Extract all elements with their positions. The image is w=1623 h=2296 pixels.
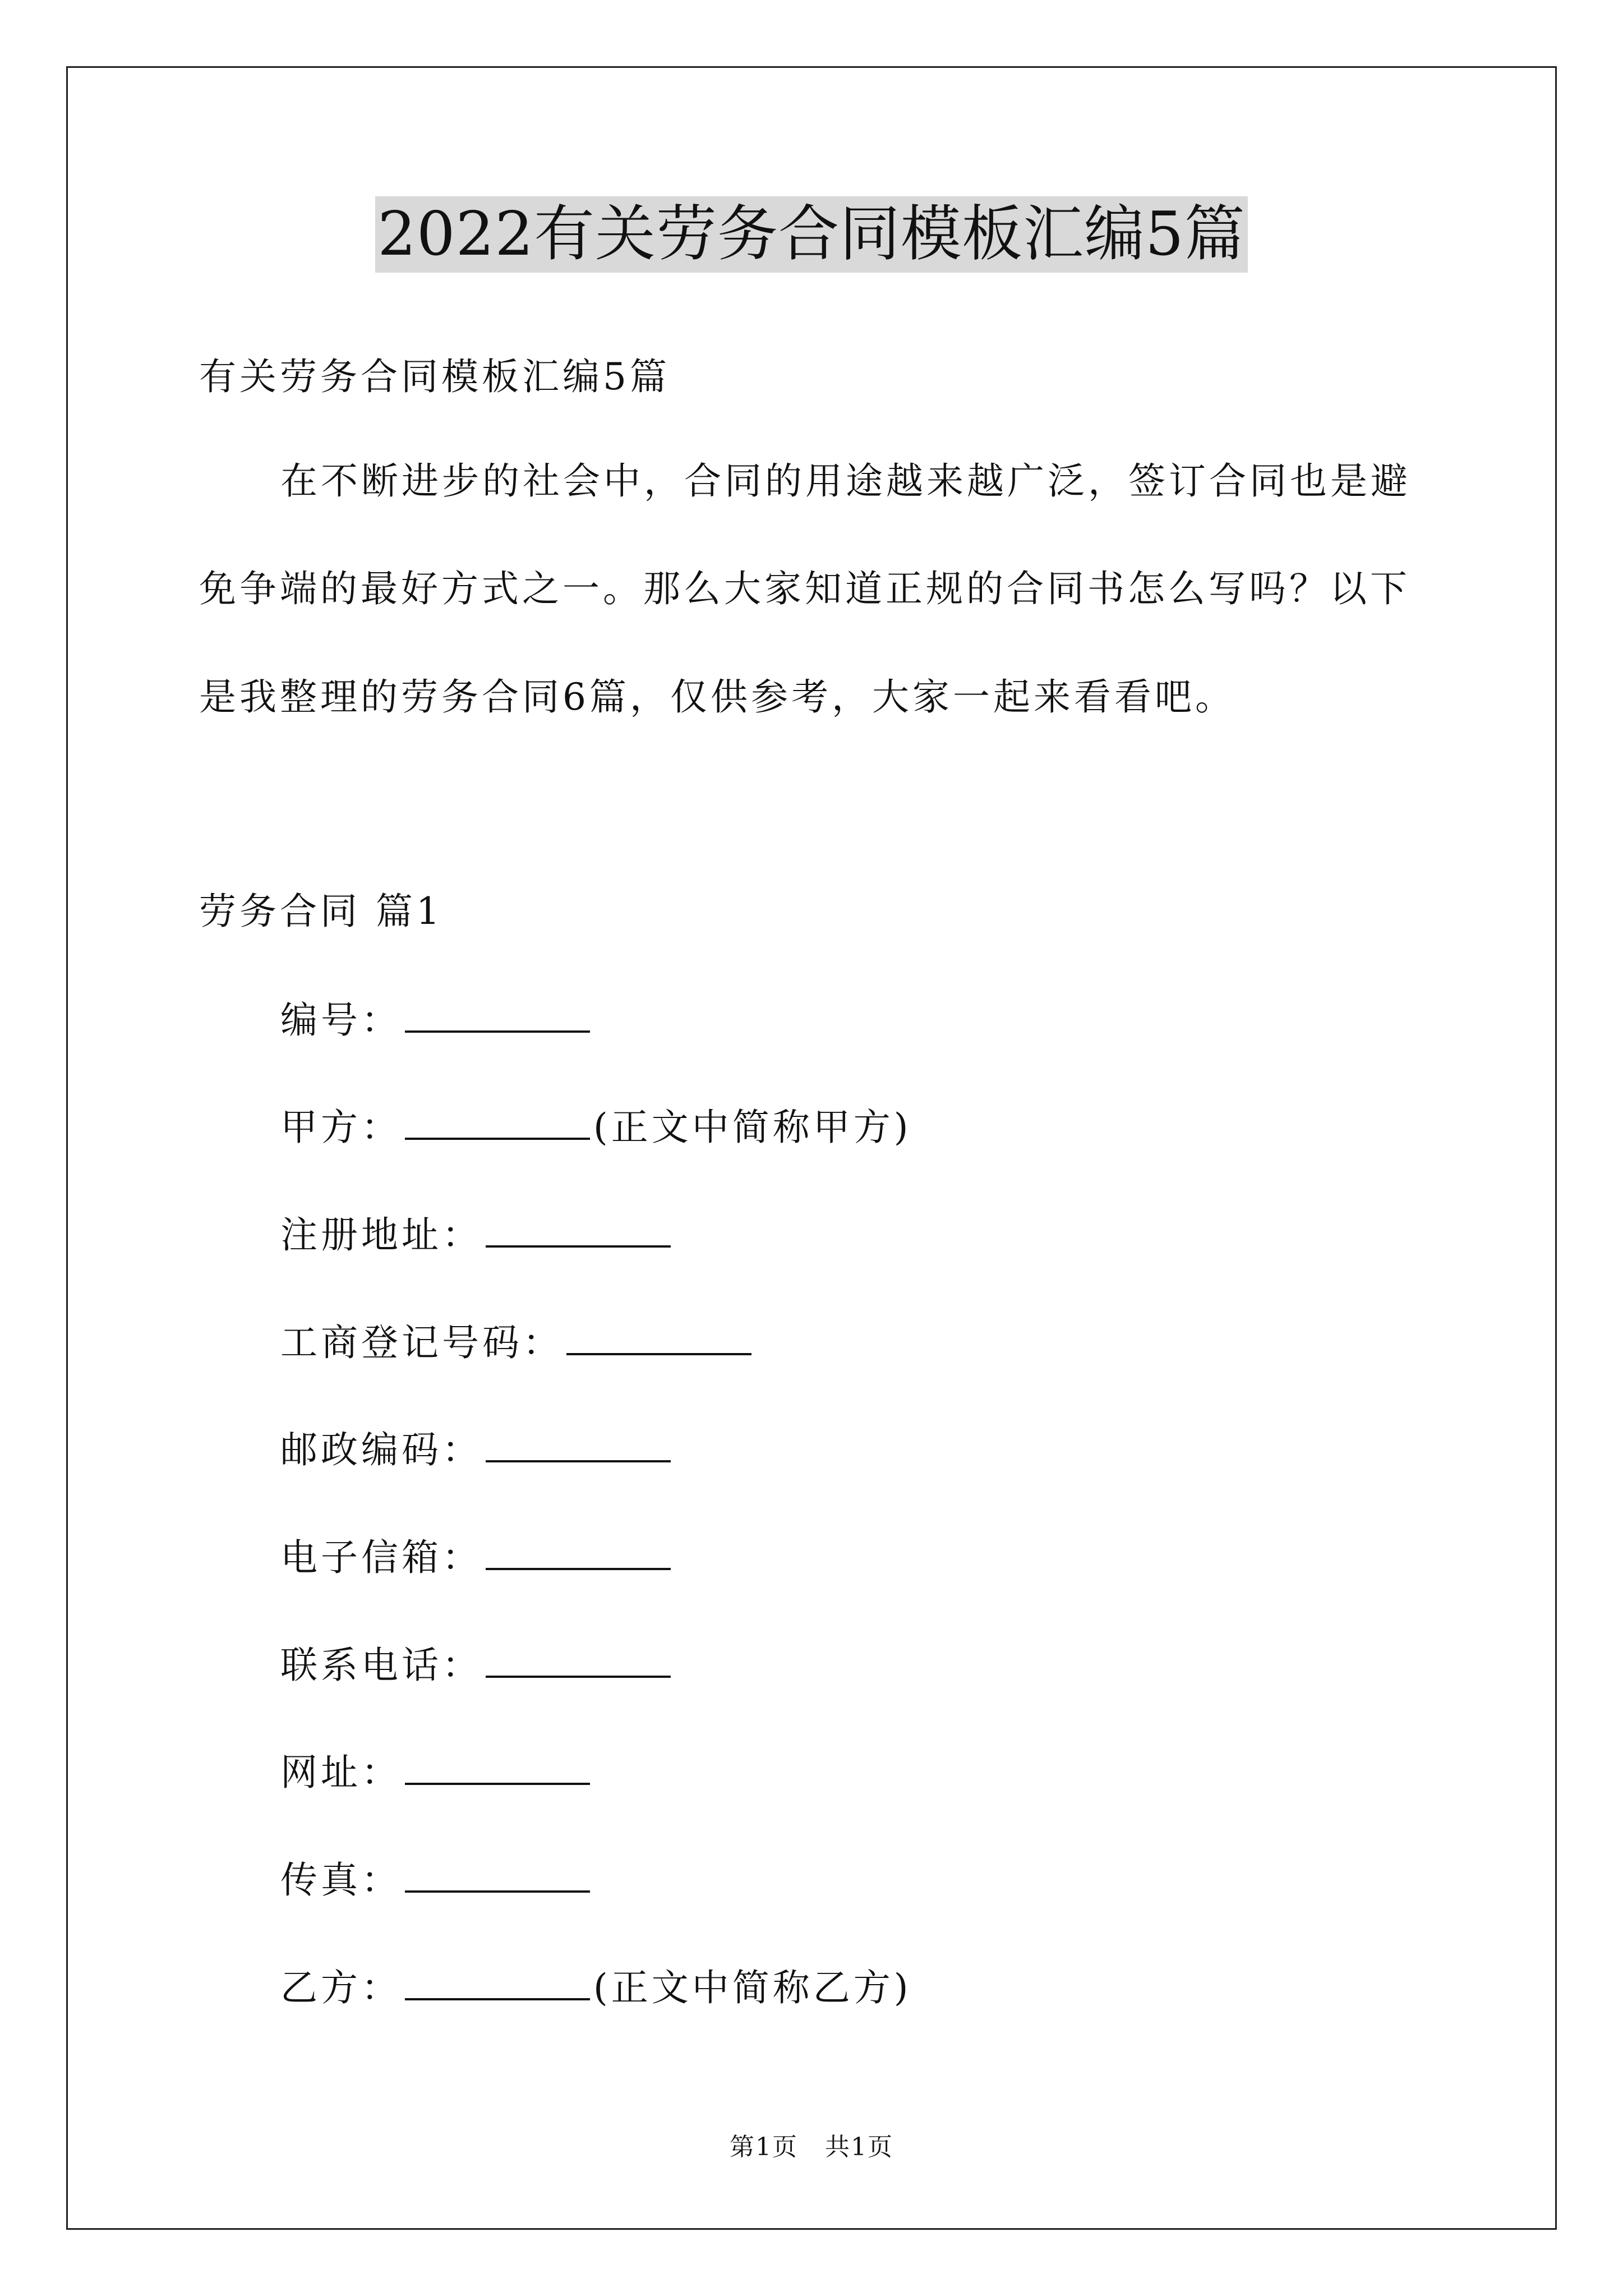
field-business-reg-no-input[interactable]: [566, 1319, 751, 1355]
field-email: [280, 1534, 674, 1580]
field-party-b-input[interactable]: [405, 1964, 590, 2000]
field-phone: [280, 1642, 674, 1688]
field-number-input[interactable]: [405, 997, 590, 1033]
field-number-label: 编号：: [280, 999, 402, 1042]
field-website: [280, 1749, 593, 1795]
intro-line-3: 是我整理的劳务合同6篇，仅供参考，大家一起来看看吧。: [199, 675, 1235, 719]
intro-line-2: 免争端的最好方式之一。那么大家知道正规的合同书怎么写吗？以下: [199, 567, 1410, 610]
intro-line-1: 在不断进步的社会中，合同的用途越来越广泛，签订合同也是避: [280, 459, 1411, 503]
field-fax-label: 传真：: [280, 1858, 402, 1902]
field-phone-label: 联系电话：: [280, 1644, 482, 1687]
field-party-a-note: (正文中简称甲方): [593, 1106, 912, 1149]
field-postal-code-label: 邮政编码：: [280, 1428, 482, 1471]
section-heading: 劳务合同 篇1: [199, 890, 443, 933]
document-title: 2022有关劳务合同模板汇编5篇: [375, 196, 1248, 273]
field-party-a-label: 甲方：: [280, 1106, 402, 1149]
field-email-label: 电子信箱：: [280, 1536, 482, 1579]
field-business-reg-no-label: 工商登记号码：: [280, 1321, 563, 1364]
field-fax-input[interactable]: [405, 1857, 590, 1893]
field-number: [280, 997, 593, 1043]
field-website-input[interactable]: [405, 1749, 590, 1785]
field-registered-address-label: 注册地址：: [280, 1213, 482, 1257]
field-party-b: [280, 1964, 912, 2010]
footer-page-number: 第1页: [730, 2133, 798, 2161]
field-phone-input[interactable]: [486, 1642, 671, 1678]
field-postal-code: [280, 1427, 674, 1473]
footer-total-pages: 共1页: [825, 2133, 893, 2161]
field-party-b-label: 乙方：: [280, 1966, 402, 2009]
title-container: [0, 196, 1623, 273]
field-fax: [280, 1857, 593, 1903]
field-email-input[interactable]: [486, 1534, 671, 1570]
document-subtitle: 有关劳务合同模板汇编5篇: [199, 355, 670, 398]
field-party-a: [280, 1104, 912, 1150]
field-registered-address: [280, 1212, 674, 1258]
field-postal-code-input[interactable]: [486, 1427, 671, 1462]
field-registered-address-input[interactable]: [486, 1212, 671, 1248]
field-party-b-note: (正文中简称乙方): [593, 1966, 912, 2009]
field-party-a-input[interactable]: [405, 1104, 590, 1140]
page-footer: [0, 2132, 1623, 2163]
field-website-label: 网址：: [280, 1751, 402, 1794]
field-business-reg-no: [280, 1319, 755, 1365]
